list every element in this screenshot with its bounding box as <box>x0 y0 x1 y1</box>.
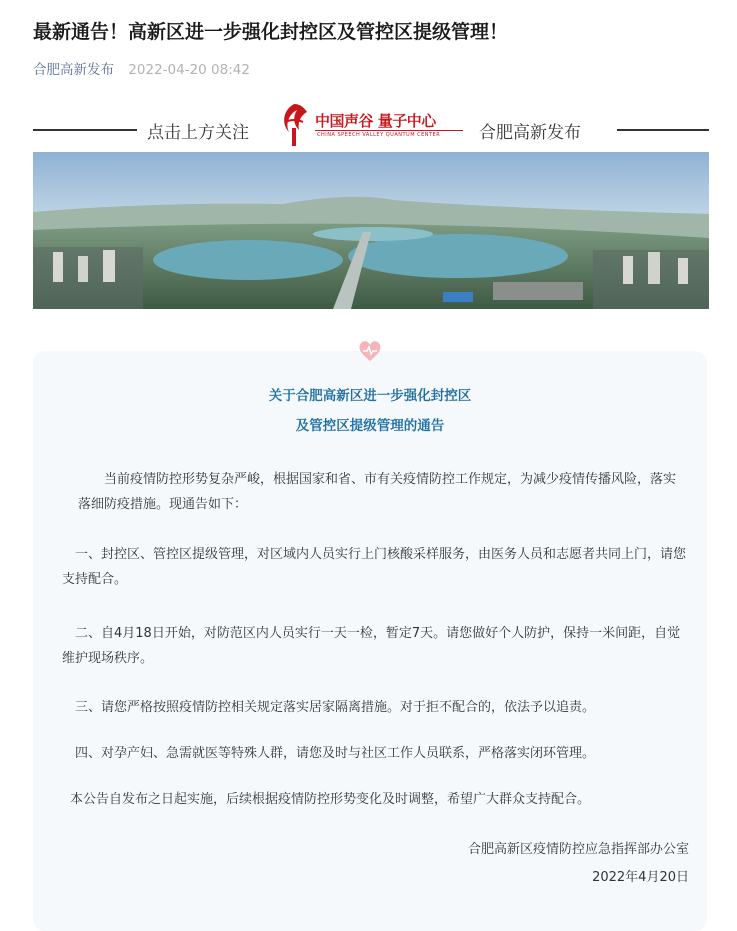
aerial-photo <box>33 152 709 309</box>
paragraph-closing: 本公告自发布之日起实施，后续根据疫情防控形势变化及时调整，希望广大群众支持配合。 <box>70 792 591 807</box>
paragraph-item-4: 四、对孕产妇、急需就医等特殊人群，请您及时与社区工作人员联系，严格落实闭环管理。 <box>75 746 596 761</box>
heart-icon <box>358 340 382 362</box>
logo-mark-icon <box>275 102 313 148</box>
article-title: 最新通告！高新区进一步强化封控区及管控区提级管理！ <box>33 21 509 43</box>
brand-logo <box>275 102 471 150</box>
logo-rule <box>315 130 463 131</box>
signature-org: 合肥高新区疫情防控应急指挥部办公室 <box>467 842 689 857</box>
article-meta <box>33 58 250 78</box>
logo-subtext: CHINA SPEECH VALLEY QUANTUM CENTER <box>317 132 441 138</box>
notice-title-line1: 关于合肥高新区进一步强化封控区 <box>268 388 472 404</box>
logo-text: 中国声谷 量子中心 <box>315 112 436 130</box>
divider-right <box>617 129 709 131</box>
signature-date: 2022年4月20日 <box>592 870 689 885</box>
follow-prompt: 点击上方关注 <box>147 123 249 143</box>
aerial-photo-illustration <box>33 152 709 309</box>
paragraph-intro: 当前疫情防控形势复杂严峻，根据国家和省、市有关疫情防控工作规定，为减少疫情传播风险，落实落细防疫措施。现通告如下： <box>78 472 677 512</box>
author-link[interactable]: 合肥高新发布 <box>33 62 114 78</box>
follow-banner <box>33 112 709 148</box>
divider-left <box>33 129 137 131</box>
paragraph-item-3: 三、请您严格按照疫情防控相关规定落实居家隔离措施。对于拒不配合的，依法予以追责。 <box>75 700 596 715</box>
paragraph-item-1: 一、封控区、管控区提级管理，对区域内人员实行上门核酸采样服务，由医务人员和志愿者共同上门，请您支持配合。 <box>62 547 687 587</box>
publish-date: 2022-04-20 08:42 <box>128 62 250 78</box>
account-name: 合肥高新发布 <box>479 123 581 143</box>
paragraph-item-2: 二、自4月18日开始，对防范区内人员实行一天一检，暂定7天。请您做好个人防护，保持一米间距，自觉维护现场秩序。 <box>62 626 681 666</box>
notice-title-line2: 及管控区提级管理的通告 <box>295 418 445 434</box>
